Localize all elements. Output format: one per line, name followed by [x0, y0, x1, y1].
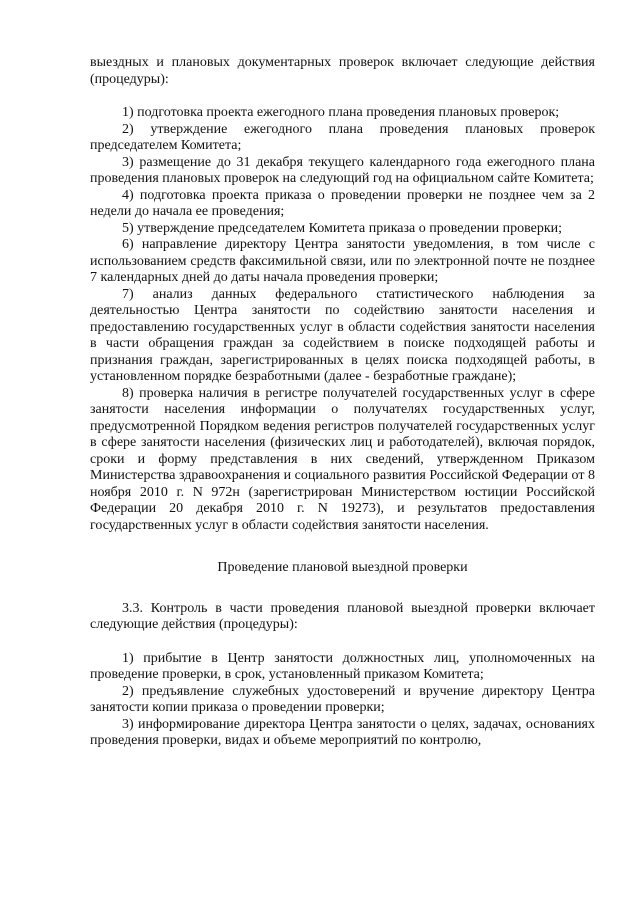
list-item: 2) утверждение ежегодного плана проведения плановых проверок председателем Комитета; [90, 121, 595, 153]
intro-paragraph: выездных и плановых документарных проверок включает следующие действия (процедуры): [90, 55, 595, 87]
list-item: 6) направление директору Центра занятости уведомления, в том числе с использованием средств факсимильной связи, или по электронной почте не позднее 7 календарных дней до даты начала проведения проверки; [90, 237, 595, 285]
list-item: 1) подготовка проекта ежегодного плана проведения плановых проверок; [122, 105, 560, 120]
list-item: 3) информирование директора Центра занятости о целях, задачах, основаниях проведения проверки, видах и объеме мероприятий по контролю, [90, 716, 595, 748]
list-item: 3) размещение до 31 декабря текущего календарного года ежегодного плана проведения плановых проверок на следующий год на официальном сайте Комитета; [90, 154, 595, 186]
list-item: 1) прибытие в Центр занятости должностных лиц, уполномоченных на проведение проверки, в срок, установленный приказом Комитета; [90, 650, 595, 682]
section-lead-paragraph: 3.3. Контроль в части проведения плановой выездной проверки включает следующие действия (процедуры): [90, 600, 595, 632]
list-item: 2) предъявление служебных удостоверений и вручение директору Центра занятости копии приказа о проведении проверки; [90, 683, 595, 715]
list-item: 7) анализ данных федерального статистического наблюдения за деятельностью Центра занятости по содействию занятости населения и предоставлению государственных услуг в области содействия занятости населения в части обращения граждан за содействием в поиске подходящей работы и признания граждан, зарегистрированных в целях поиска подходящей работы, в установленном порядке безработными (далее - безработные граждане); [90, 286, 595, 384]
list-item: 4) подготовка проекта приказа о проведении проверки не позднее чем за 2 недели до начала ее проведения; [90, 187, 595, 219]
list-item: 5) утверждение председателем Комитета приказа о проведении проверки; [122, 220, 563, 236]
list-item: 8) проверка наличия в регистре получателей государственных услуг в сфере занятости населения информации о получателях государственных услуг, предусмотренной Порядком ведения регистров получателей государственных услуг в сфере занятости населения (физических лиц и работодателей), включая порядок, сроки и форму представления в них сведений, утвержденном Приказом Министерства здравоохранения и социального развития Российской Федерации от 8 ноября 2010 г. N 972н (зарегистрирован Министерством юстиции Российской Федерации 20 декабря 2010 г. N 19273), и результатов предоставления государственных услуг в области содействия занятости населения. [90, 385, 595, 533]
section-heading: Проведение плановой выездной проверки [217, 560, 468, 575]
document-page [90, 55, 595, 750]
